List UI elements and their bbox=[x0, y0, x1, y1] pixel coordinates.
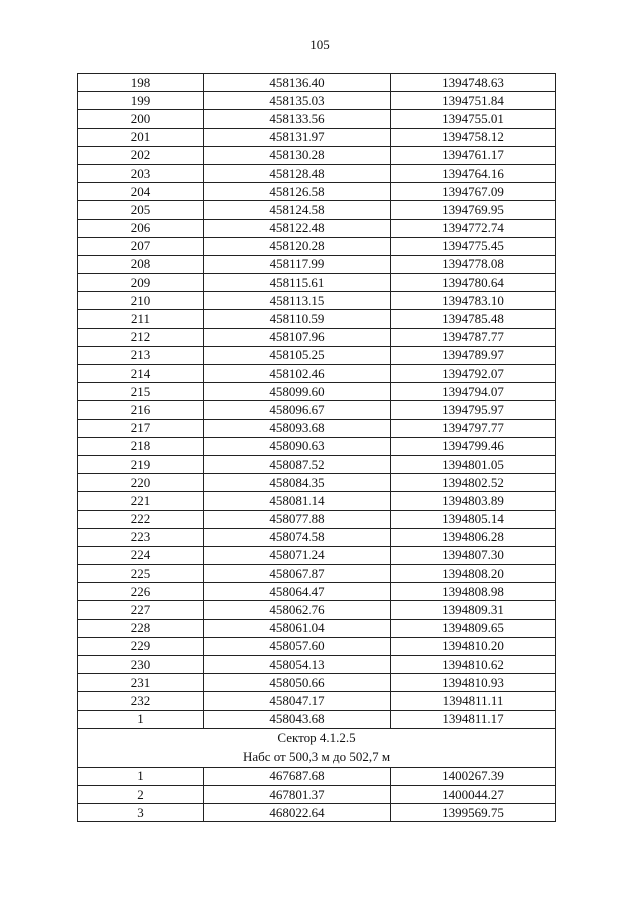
x-coordinate-cell: 458131.97 bbox=[204, 128, 391, 146]
point-number-cell: 212 bbox=[78, 328, 204, 346]
x-coordinate-cell: 458102.46 bbox=[204, 365, 391, 383]
point-number-cell: 220 bbox=[78, 474, 204, 492]
sector-title-row bbox=[78, 728, 556, 748]
y-coordinate-cell: 1394805.14 bbox=[391, 510, 556, 528]
table-row bbox=[78, 474, 556, 492]
x-coordinate-cell: 458047.17 bbox=[204, 692, 391, 710]
coordinates-table bbox=[77, 73, 556, 822]
coordinates-table-body bbox=[78, 74, 556, 729]
table-row bbox=[78, 583, 556, 601]
table-row bbox=[78, 201, 556, 219]
x-coordinate-cell: 458067.87 bbox=[204, 565, 391, 583]
point-number-cell: 228 bbox=[78, 619, 204, 637]
point-number-cell: 218 bbox=[78, 437, 204, 455]
x-coordinate-cell: 458107.96 bbox=[204, 328, 391, 346]
point-number-cell: 230 bbox=[78, 656, 204, 674]
point-number-cell: 215 bbox=[78, 383, 204, 401]
y-coordinate-cell: 1394811.11 bbox=[391, 692, 556, 710]
y-coordinate-cell: 1394808.98 bbox=[391, 583, 556, 601]
table-row bbox=[78, 804, 556, 822]
y-coordinate-cell: 1399569.75 bbox=[391, 804, 556, 822]
y-coordinate-cell: 1394783.10 bbox=[391, 292, 556, 310]
y-coordinate-cell: 1394802.52 bbox=[391, 474, 556, 492]
table-row bbox=[78, 619, 556, 637]
point-number-cell: 208 bbox=[78, 255, 204, 273]
point-number-cell: 232 bbox=[78, 692, 204, 710]
table-row bbox=[78, 455, 556, 473]
table-row bbox=[78, 656, 556, 674]
x-coordinate-cell: 458128.48 bbox=[204, 164, 391, 182]
table-row bbox=[78, 767, 556, 785]
table-row bbox=[78, 110, 556, 128]
table-row bbox=[78, 528, 556, 546]
point-number-cell: 231 bbox=[78, 674, 204, 692]
y-coordinate-cell: 1394801.05 bbox=[391, 455, 556, 473]
table-row bbox=[78, 74, 556, 92]
y-coordinate-cell: 1394769.95 bbox=[391, 201, 556, 219]
table-row bbox=[78, 637, 556, 655]
point-number-cell: 219 bbox=[78, 455, 204, 473]
point-number-cell: 213 bbox=[78, 346, 204, 364]
x-coordinate-cell: 458124.58 bbox=[204, 201, 391, 219]
table-row bbox=[78, 328, 556, 346]
x-coordinate-cell: 458099.60 bbox=[204, 383, 391, 401]
point-number-cell: 225 bbox=[78, 565, 204, 583]
x-coordinate-cell: 458117.99 bbox=[204, 255, 391, 273]
table-row bbox=[78, 146, 556, 164]
point-number-cell: 226 bbox=[78, 583, 204, 601]
table-row bbox=[78, 255, 556, 273]
point-number-cell: 210 bbox=[78, 292, 204, 310]
table-row bbox=[78, 274, 556, 292]
point-number-cell: 3 bbox=[78, 804, 204, 822]
point-number-cell: 207 bbox=[78, 237, 204, 255]
point-number-cell: 199 bbox=[78, 92, 204, 110]
table-row bbox=[78, 365, 556, 383]
y-coordinate-cell: 1394751.84 bbox=[391, 92, 556, 110]
table-row bbox=[78, 401, 556, 419]
y-coordinate-cell: 1394748.63 bbox=[391, 74, 556, 92]
x-coordinate-cell: 458113.15 bbox=[204, 292, 391, 310]
x-coordinate-cell: 458090.63 bbox=[204, 437, 391, 455]
x-coordinate-cell: 458081.14 bbox=[204, 492, 391, 510]
y-coordinate-cell: 1394761.17 bbox=[391, 146, 556, 164]
x-coordinate-cell: 458130.28 bbox=[204, 146, 391, 164]
table-row bbox=[78, 383, 556, 401]
point-number-cell: 205 bbox=[78, 201, 204, 219]
y-coordinate-cell: 1394810.93 bbox=[391, 674, 556, 692]
table-row bbox=[78, 310, 556, 328]
point-number-cell: 200 bbox=[78, 110, 204, 128]
point-number-cell: 198 bbox=[78, 74, 204, 92]
x-coordinate-cell: 458093.68 bbox=[204, 419, 391, 437]
x-coordinate-cell: 458105.25 bbox=[204, 346, 391, 364]
table-row bbox=[78, 437, 556, 455]
y-coordinate-cell: 1394809.65 bbox=[391, 619, 556, 637]
y-coordinate-cell: 1394778.08 bbox=[391, 255, 556, 273]
table-row bbox=[78, 419, 556, 437]
sector-subtitle: Набс от 500,3 м до 502,7 м bbox=[78, 748, 556, 768]
x-coordinate-cell: 467801.37 bbox=[204, 785, 391, 803]
sector-table-body bbox=[78, 767, 556, 822]
page-number: 105 bbox=[310, 37, 330, 52]
x-coordinate-cell: 458115.61 bbox=[204, 274, 391, 292]
point-number-cell: 221 bbox=[78, 492, 204, 510]
y-coordinate-cell: 1394785.48 bbox=[391, 310, 556, 328]
y-coordinate-cell: 1394772.74 bbox=[391, 219, 556, 237]
point-number-cell: 223 bbox=[78, 528, 204, 546]
y-coordinate-cell: 1394758.12 bbox=[391, 128, 556, 146]
x-coordinate-cell: 458077.88 bbox=[204, 510, 391, 528]
x-coordinate-cell: 467687.68 bbox=[204, 767, 391, 785]
table-row bbox=[78, 785, 556, 803]
x-coordinate-cell: 458064.47 bbox=[204, 583, 391, 601]
table-row bbox=[78, 674, 556, 692]
table-row bbox=[78, 510, 556, 528]
x-coordinate-cell: 458096.67 bbox=[204, 401, 391, 419]
y-coordinate-cell: 1394794.07 bbox=[391, 383, 556, 401]
x-coordinate-cell: 458074.58 bbox=[204, 528, 391, 546]
x-coordinate-cell: 458133.56 bbox=[204, 110, 391, 128]
y-coordinate-cell: 1394780.64 bbox=[391, 274, 556, 292]
y-coordinate-cell: 1394807.30 bbox=[391, 546, 556, 564]
point-number-cell: 209 bbox=[78, 274, 204, 292]
y-coordinate-cell: 1394803.89 bbox=[391, 492, 556, 510]
y-coordinate-cell: 1394755.01 bbox=[391, 110, 556, 128]
y-coordinate-cell: 1400267.39 bbox=[391, 767, 556, 785]
table-row bbox=[78, 710, 556, 728]
x-coordinate-cell: 458043.68 bbox=[204, 710, 391, 728]
sector-header bbox=[78, 728, 556, 767]
table-row bbox=[78, 128, 556, 146]
y-coordinate-cell: 1394799.46 bbox=[391, 437, 556, 455]
y-coordinate-cell: 1394797.77 bbox=[391, 419, 556, 437]
table-row bbox=[78, 601, 556, 619]
sector-subtitle-row bbox=[78, 748, 556, 768]
point-number-cell: 211 bbox=[78, 310, 204, 328]
table-row bbox=[78, 237, 556, 255]
x-coordinate-cell: 458054.13 bbox=[204, 656, 391, 674]
y-coordinate-cell: 1394787.77 bbox=[391, 328, 556, 346]
point-number-cell: 206 bbox=[78, 219, 204, 237]
x-coordinate-cell: 458110.59 bbox=[204, 310, 391, 328]
point-number-cell: 227 bbox=[78, 601, 204, 619]
y-coordinate-cell: 1394789.97 bbox=[391, 346, 556, 364]
y-coordinate-cell: 1394810.62 bbox=[391, 656, 556, 674]
point-number-cell: 229 bbox=[78, 637, 204, 655]
table-row bbox=[78, 492, 556, 510]
y-coordinate-cell: 1394809.31 bbox=[391, 601, 556, 619]
x-coordinate-cell: 458061.04 bbox=[204, 619, 391, 637]
table-row bbox=[78, 692, 556, 710]
point-number-cell: 2 bbox=[78, 785, 204, 803]
table-row bbox=[78, 183, 556, 201]
point-number-cell: 201 bbox=[78, 128, 204, 146]
x-coordinate-cell: 458050.66 bbox=[204, 674, 391, 692]
point-number-cell: 216 bbox=[78, 401, 204, 419]
x-coordinate-cell: 458087.52 bbox=[204, 455, 391, 473]
sector-title: Сектор 4.1.2.5 bbox=[78, 728, 556, 748]
point-number-cell: 203 bbox=[78, 164, 204, 182]
y-coordinate-cell: 1394795.97 bbox=[391, 401, 556, 419]
point-number-cell: 217 bbox=[78, 419, 204, 437]
y-coordinate-cell: 1394810.20 bbox=[391, 637, 556, 655]
table-row bbox=[78, 219, 556, 237]
x-coordinate-cell: 458062.76 bbox=[204, 601, 391, 619]
table-row bbox=[78, 565, 556, 583]
table-row bbox=[78, 292, 556, 310]
x-coordinate-cell: 458084.35 bbox=[204, 474, 391, 492]
table-row bbox=[78, 92, 556, 110]
x-coordinate-cell: 458135.03 bbox=[204, 92, 391, 110]
y-coordinate-cell: 1394767.09 bbox=[391, 183, 556, 201]
y-coordinate-cell: 1394764.16 bbox=[391, 164, 556, 182]
point-number-cell: 222 bbox=[78, 510, 204, 528]
x-coordinate-cell: 458126.58 bbox=[204, 183, 391, 201]
y-coordinate-cell: 1394775.45 bbox=[391, 237, 556, 255]
table-row bbox=[78, 164, 556, 182]
point-number-cell: 214 bbox=[78, 365, 204, 383]
x-coordinate-cell: 458120.28 bbox=[204, 237, 391, 255]
x-coordinate-cell: 458122.48 bbox=[204, 219, 391, 237]
point-number-cell: 204 bbox=[78, 183, 204, 201]
y-coordinate-cell: 1400044.27 bbox=[391, 785, 556, 803]
y-coordinate-cell: 1394792.07 bbox=[391, 365, 556, 383]
x-coordinate-cell: 468022.64 bbox=[204, 804, 391, 822]
y-coordinate-cell: 1394811.17 bbox=[391, 710, 556, 728]
y-coordinate-cell: 1394808.20 bbox=[391, 565, 556, 583]
point-number-cell: 224 bbox=[78, 546, 204, 564]
point-number-cell: 1 bbox=[78, 710, 204, 728]
x-coordinate-cell: 458136.40 bbox=[204, 74, 391, 92]
y-coordinate-cell: 1394806.28 bbox=[391, 528, 556, 546]
point-number-cell: 1 bbox=[78, 767, 204, 785]
x-coordinate-cell: 458071.24 bbox=[204, 546, 391, 564]
table-row bbox=[78, 346, 556, 364]
x-coordinate-cell: 458057.60 bbox=[204, 637, 391, 655]
point-number-cell: 202 bbox=[78, 146, 204, 164]
table-row bbox=[78, 546, 556, 564]
